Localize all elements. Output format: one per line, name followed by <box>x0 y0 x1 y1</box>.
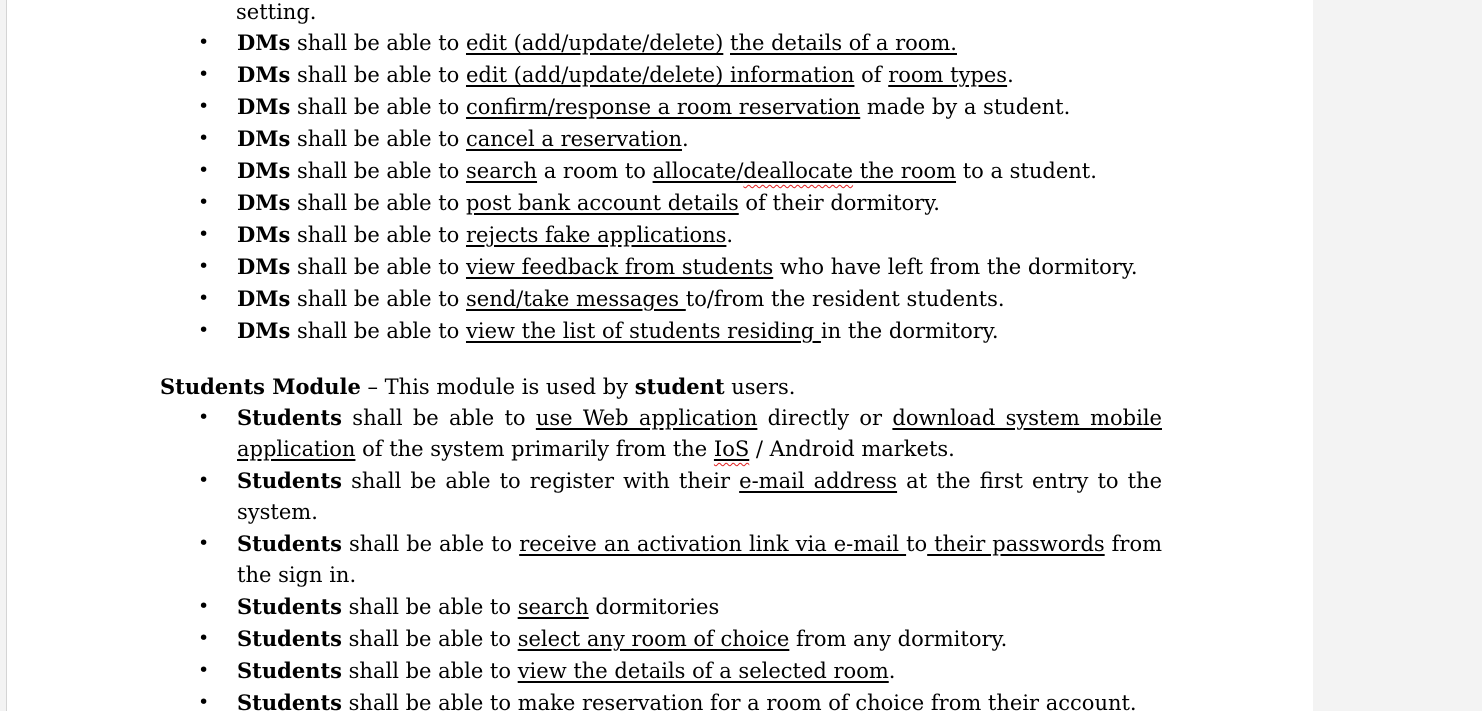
bullet-icon: • <box>198 127 210 149</box>
students-module-heading: Students Module – This module is used by student users. <box>160 374 796 399</box>
bullet-icon: • <box>198 659 210 681</box>
list-item: • DMs shall be able to search a room to allocate/deallocate the room to a student. <box>160 155 1162 187</box>
list-item: • Students shall be able to select any room of choice from any dormitory. <box>160 623 1162 655</box>
bullet-icon: • <box>198 532 210 554</box>
bullet-icon: • <box>198 223 210 245</box>
list-item: • Students shall be able to register with their e-mail address at the first entry to the system. <box>160 465 1162 528</box>
bullet-icon: • <box>198 159 210 181</box>
list-item: • Students shall be able to make reservation for a room of choice from their account. <box>160 687 1162 711</box>
bullet-icon: • <box>198 595 210 617</box>
document-gutter-right <box>1313 0 1482 711</box>
dm-requirements-list <box>160 27 1162 347</box>
bullet-icon: • <box>198 255 210 277</box>
continuation-text: setting. <box>236 0 317 24</box>
list-item: • Students shall be able to receive an activation link via e-mail to their passwords from the sign in. <box>160 528 1162 591</box>
document-page[interactable] <box>6 0 1315 711</box>
spelling-error-mark[interactable]: IoS <box>713 437 750 461</box>
list-item: • DMs shall be able to send/take messages to/from the resident students. <box>160 283 1162 315</box>
bullet-icon: • <box>198 287 210 309</box>
list-item: • DMs shall be able to cancel a reservation. <box>160 123 1162 155</box>
list-item: • DMs shall be able to view the list of students residing in the dormitory. <box>160 315 1162 347</box>
bullet-icon: • <box>198 469 210 491</box>
bullet-icon: • <box>198 63 210 85</box>
bullet-icon: • <box>198 95 210 117</box>
list-item: • Students shall be able to search dormitories <box>160 591 1162 623</box>
bullet-icon: • <box>198 691 210 711</box>
bullet-icon: • <box>198 627 210 649</box>
list-item: • DMs shall be able to edit (add/update/delete) information of room types. <box>160 59 1162 91</box>
bullet-icon: • <box>198 191 210 213</box>
list-item: • Students shall be able to use Web application directly or download system mobile application of the system primarily from the IoS / Android markets. <box>160 402 1162 465</box>
student-requirements-list <box>160 402 1162 711</box>
spelling-error-mark[interactable]: deallocate <box>743 159 854 183</box>
bullet-icon: • <box>198 31 210 53</box>
bullet-icon: • <box>198 319 210 341</box>
bullet-icon: • <box>198 406 210 428</box>
continuation-line <box>236 0 316 28</box>
list-item: • DMs shall be able to confirm/response a room reservation made by a student. <box>160 91 1162 123</box>
list-item: • Students shall be able to view the details of a selected room. <box>160 655 1162 687</box>
list-item: • DMs shall be able to edit (add/update/delete) the details of a room. <box>160 27 1162 59</box>
list-item: • DMs shall be able to post bank account details of their dormitory. <box>160 187 1162 219</box>
list-item: • DMs shall be able to rejects fake applications. <box>160 219 1162 251</box>
list-item: • DMs shall be able to view feedback from students who have left from the dormitory. <box>160 251 1162 283</box>
